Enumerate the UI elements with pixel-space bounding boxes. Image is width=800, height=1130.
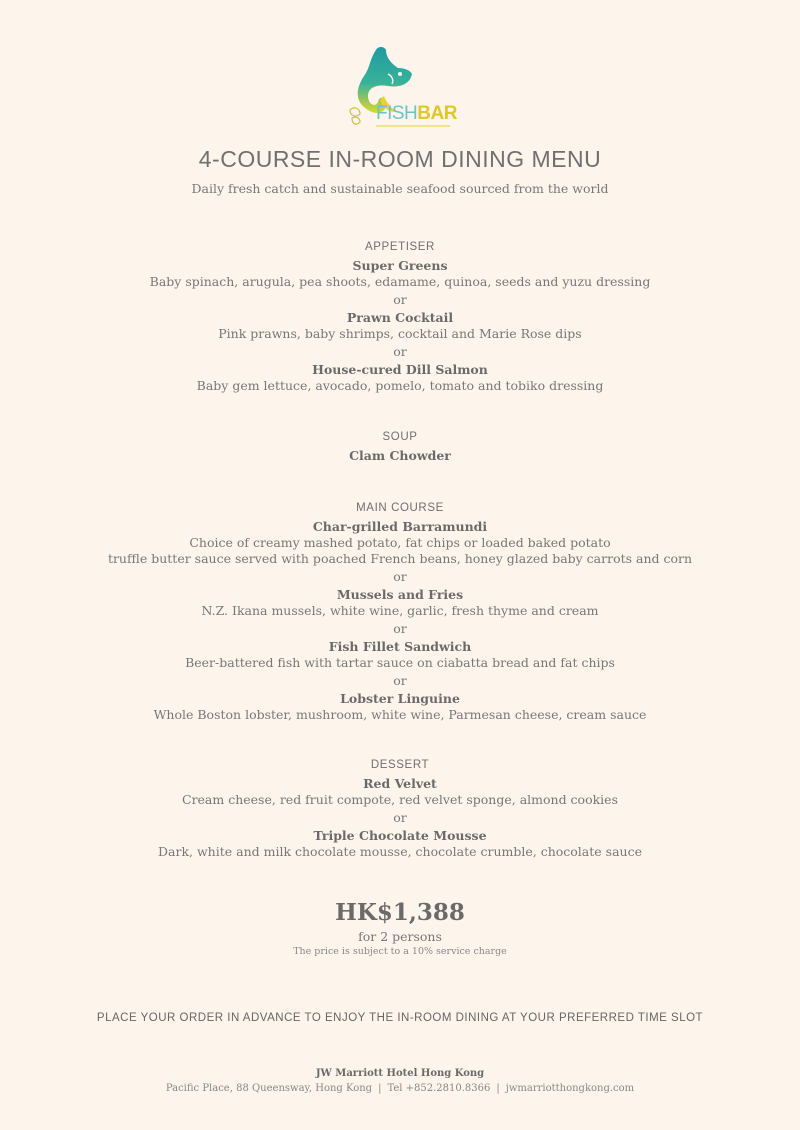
section-heading: SOUP <box>382 431 418 443</box>
dish-name: Fish Fillet Sandwich <box>328 639 472 654</box>
contact-line <box>0 1081 800 1096</box>
hotel-website-link[interactable]: jwmarriotthongkong.com <box>505 1083 635 1094</box>
logo-wordmark <box>376 103 457 125</box>
hotel-address: Pacific Place, 88 Queensway, Hong Kong <box>165 1083 373 1094</box>
price-amount: HK$1,388 <box>335 899 465 926</box>
hotel-name: JW Marriott Hotel Hong Kong <box>315 1068 485 1079</box>
section-heading: APPETISER <box>365 241 435 253</box>
or-divider: or <box>393 344 407 359</box>
dish-name: Lobster Linguine <box>340 691 460 706</box>
hotel-phone: Tel +852.2810.8366 <box>387 1083 491 1094</box>
or-divider: or <box>393 621 407 636</box>
dish-description: Pink prawns, baby shrimps, cocktail and Marie Rose dips <box>218 326 582 341</box>
dessert-section <box>0 754 800 860</box>
dish-description: truffle butter sauce served with poached French beans, honey glazed baby carrots and corn <box>107 551 693 566</box>
section-heading: DESSERT <box>370 759 430 771</box>
dish-description: Cream cheese, red fruit compote, red velvet sponge, almond cookies <box>182 792 618 807</box>
or-divider: or <box>393 673 407 688</box>
dish-name: Mussels and Fries <box>336 587 464 602</box>
dish-name: Clam Chowder <box>349 448 451 463</box>
menu-title: 4-COURSE IN-ROOM DINING MENU <box>198 146 602 172</box>
dish-name: Prawn Cocktail <box>346 310 454 325</box>
soup-section <box>0 426 800 464</box>
appetiser-section <box>0 236 800 394</box>
dish-description: Choice of creamy mashed potato, fat chips or loaded baked potato <box>189 535 611 550</box>
main-course-section <box>0 497 800 723</box>
dish-name: Red Velvet <box>363 776 437 791</box>
fishbar-logo <box>340 44 460 130</box>
logo-word-bar: BAR <box>417 103 457 124</box>
menu-subtitle: Daily fresh catch and sustainable seafood sourced from the world <box>191 181 609 196</box>
or-divider: or <box>393 292 407 307</box>
dish-description: Baby gem lettuce, avocado, pomelo, tomato and tobiko dressing <box>196 378 604 393</box>
dish-description: Beer-battered fish with tartar sauce on ciabatta bread and fat chips <box>185 655 615 670</box>
dish-name: House-cured Dill Salmon <box>312 362 488 377</box>
dish-description: Whole Boston lobster, mushroom, white wine, Parmesan cheese, cream sauce <box>153 707 647 722</box>
dish-description: N.Z. Ikana mussels, white wine, garlic, fresh thyme and cream <box>201 603 599 618</box>
separator: | <box>496 1083 500 1094</box>
logo-word-fish: FISH <box>376 103 418 124</box>
section-heading: MAIN COURSE <box>356 502 444 514</box>
dish-name: Triple Chocolate Mousse <box>313 828 487 843</box>
or-divider: or <box>393 810 407 825</box>
dish-description: Baby spinach, arugula, pea shoots, edamame, quinoa, seeds and yuzu dressing <box>149 274 651 289</box>
or-divider: or <box>393 569 407 584</box>
dish-name: Super Greens <box>352 258 448 273</box>
price-persons: for 2 persons <box>358 929 442 944</box>
service-charge-note: The price is subject to a 10% service charge <box>293 946 507 957</box>
dish-description: Dark, white and milk chocolate mousse, chocolate crumble, chocolate sauce <box>158 844 642 859</box>
price-block <box>0 897 800 959</box>
dish-name: Char-grilled Barramundi <box>312 519 488 534</box>
separator: | <box>378 1083 382 1094</box>
footer <box>0 1066 800 1096</box>
advance-order-note: PLACE YOUR ORDER IN ADVANCE TO ENJOY THE IN-ROOM DINING AT YOUR PREFERRED TIME SLOT <box>96 1012 704 1024</box>
